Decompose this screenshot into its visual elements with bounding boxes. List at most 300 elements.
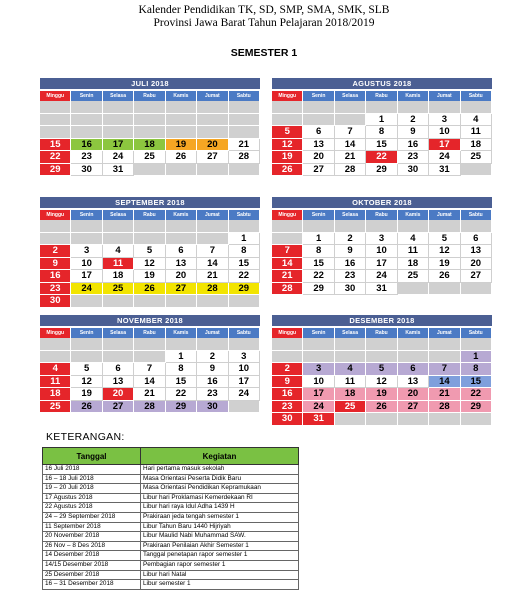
date-cell: 18 bbox=[398, 258, 429, 271]
day-name-senin: Senin bbox=[303, 210, 334, 220]
date-cell: 28 bbox=[134, 401, 165, 414]
date-cell: 29 bbox=[366, 164, 397, 177]
document-title-line1: Kalender Pendidikan TK, SD, SMP, SMA, SMK, SLB bbox=[138, 4, 390, 16]
date-cell: 26 bbox=[71, 401, 102, 414]
day-name-kamis: Kamis bbox=[398, 210, 429, 220]
date-cell: 13 bbox=[461, 245, 492, 258]
empty-date-cell bbox=[461, 101, 492, 114]
date-cell: 12 bbox=[429, 245, 460, 258]
empty-date-cell bbox=[335, 101, 366, 114]
empty-date-cell bbox=[272, 101, 303, 114]
date-cell: 27 bbox=[103, 401, 134, 414]
date-cell: 31 bbox=[303, 413, 334, 426]
empty-date-cell bbox=[40, 114, 71, 127]
empty-date-cell bbox=[461, 283, 492, 296]
date-cell: 6 bbox=[103, 363, 134, 376]
date-cell: 24 bbox=[366, 270, 397, 283]
empty-date-cell bbox=[103, 114, 134, 127]
empty-date-cell bbox=[272, 220, 303, 233]
empty-date-cell bbox=[398, 101, 429, 114]
date-cell: 16 bbox=[398, 139, 429, 152]
date-cell: 13 bbox=[103, 376, 134, 389]
empty-date-cell bbox=[103, 351, 134, 364]
empty-date-cell bbox=[103, 233, 134, 246]
date-cell: 12 bbox=[134, 258, 165, 271]
date-cell: 2 bbox=[40, 245, 71, 258]
date-cell: 28 bbox=[229, 151, 260, 164]
date-cell: 4 bbox=[335, 363, 366, 376]
date-cell: 11 bbox=[461, 126, 492, 139]
date-cell: 3 bbox=[71, 245, 102, 258]
date-cell: 15 bbox=[303, 258, 334, 271]
date-cell: 13 bbox=[303, 139, 334, 152]
day-name-minggu: Minggu bbox=[272, 210, 303, 220]
date-cell: 12 bbox=[71, 376, 102, 389]
date-cell: 1 bbox=[229, 233, 260, 246]
calendar-juli bbox=[40, 78, 260, 176]
date-cell: 2 bbox=[272, 363, 303, 376]
empty-date-cell bbox=[229, 338, 260, 351]
day-name-sabtu: Sabtu bbox=[229, 91, 260, 101]
empty-date-cell bbox=[398, 283, 429, 296]
date-cell: 14 bbox=[197, 258, 228, 271]
empty-date-cell bbox=[134, 220, 165, 233]
cell-kegiatan: Prakiraan Penilaian Akhir Semester 1 bbox=[141, 541, 299, 551]
date-cell: 27 bbox=[303, 164, 334, 177]
date-cell: 17 bbox=[229, 376, 260, 389]
date-cell: 5 bbox=[71, 363, 102, 376]
date-cell: 3 bbox=[229, 351, 260, 364]
date-cell: 9 bbox=[335, 245, 366, 258]
date-cell: 6 bbox=[303, 126, 334, 139]
day-name-sabtu: Sabtu bbox=[461, 91, 492, 101]
date-cell: 30 bbox=[71, 164, 102, 177]
empty-date-cell bbox=[197, 126, 228, 139]
cell-kegiatan: Libur semester 1 bbox=[141, 580, 299, 590]
date-cell: 24 bbox=[303, 401, 334, 414]
date-cell: 15 bbox=[366, 139, 397, 152]
date-cell: 18 bbox=[134, 139, 165, 152]
date-cell: 19 bbox=[71, 388, 102, 401]
day-name-minggu: Minggu bbox=[40, 210, 71, 220]
calendar-november bbox=[40, 315, 260, 413]
empty-date-cell bbox=[366, 351, 397, 364]
month-header: NOVEMBER 2018 bbox=[40, 315, 260, 326]
date-cell: 14 bbox=[335, 139, 366, 152]
cell-kegiatan: Tanggal penetapan rapor semester 1 bbox=[141, 551, 299, 561]
date-cell: 6 bbox=[461, 233, 492, 246]
day-name-selasa: Selasa bbox=[103, 91, 134, 101]
empty-date-cell bbox=[134, 114, 165, 127]
empty-date-cell bbox=[134, 233, 165, 246]
table-row bbox=[43, 493, 299, 503]
date-cell: 12 bbox=[366, 376, 397, 389]
column-header-tanggal: Tanggal bbox=[43, 448, 141, 465]
date-cell: 30 bbox=[335, 283, 366, 296]
empty-date-cell bbox=[303, 338, 334, 351]
date-cell: 19 bbox=[134, 270, 165, 283]
date-cell: 5 bbox=[134, 245, 165, 258]
date-cell: 23 bbox=[71, 151, 102, 164]
cell-kegiatan: Hari pertama masuk sekolah bbox=[141, 465, 299, 475]
date-cell: 25 bbox=[398, 270, 429, 283]
day-name-kamis: Kamis bbox=[166, 328, 197, 338]
date-cell: 7 bbox=[197, 245, 228, 258]
empty-date-cell bbox=[229, 401, 260, 414]
date-cell: 1 bbox=[366, 114, 397, 127]
day-name-minggu: Minggu bbox=[40, 328, 71, 338]
empty-date-cell bbox=[229, 220, 260, 233]
empty-date-cell bbox=[229, 164, 260, 177]
empty-date-cell bbox=[134, 164, 165, 177]
day-name-senin: Senin bbox=[71, 91, 102, 101]
empty-date-cell bbox=[229, 295, 260, 308]
table-header-row bbox=[43, 448, 299, 465]
date-cell: 25 bbox=[40, 401, 71, 414]
empty-date-cell bbox=[166, 101, 197, 114]
date-cell: 15 bbox=[461, 376, 492, 389]
date-cell: 16 bbox=[40, 270, 71, 283]
date-cell: 22 bbox=[461, 388, 492, 401]
day-name-selasa: Selasa bbox=[335, 328, 366, 338]
table-row bbox=[43, 503, 299, 513]
day-name-rabu: Rabu bbox=[134, 91, 165, 101]
date-cell: 16 bbox=[197, 376, 228, 389]
day-name-kamis: Kamis bbox=[166, 210, 197, 220]
empty-date-cell bbox=[166, 114, 197, 127]
table-row bbox=[43, 484, 299, 494]
date-cell: 5 bbox=[366, 363, 397, 376]
date-cell: 26 bbox=[366, 401, 397, 414]
empty-date-cell bbox=[134, 338, 165, 351]
date-grid bbox=[40, 220, 260, 308]
empty-date-cell bbox=[166, 295, 197, 308]
empty-date-cell bbox=[71, 233, 102, 246]
empty-date-cell bbox=[461, 413, 492, 426]
date-cell: 10 bbox=[229, 363, 260, 376]
day-name-senin: Senin bbox=[303, 328, 334, 338]
date-cell: 7 bbox=[335, 126, 366, 139]
date-cell: 7 bbox=[134, 363, 165, 376]
empty-date-cell bbox=[229, 126, 260, 139]
day-name-sabtu: Sabtu bbox=[229, 328, 260, 338]
empty-date-cell bbox=[197, 233, 228, 246]
date-grid bbox=[272, 338, 492, 426]
table-row bbox=[43, 465, 299, 475]
date-cell: 20 bbox=[103, 388, 134, 401]
table-row bbox=[43, 541, 299, 551]
date-cell: 25 bbox=[134, 151, 165, 164]
empty-date-cell bbox=[71, 114, 102, 127]
date-cell: 13 bbox=[166, 258, 197, 271]
cell-tanggal: 22 Agustus 2018 bbox=[43, 503, 141, 513]
date-cell: 26 bbox=[272, 164, 303, 177]
table-row bbox=[43, 532, 299, 542]
date-cell: 22 bbox=[229, 270, 260, 283]
date-cell: 20 bbox=[197, 139, 228, 152]
empty-date-cell bbox=[166, 220, 197, 233]
keterangan-heading: KETERANGAN: bbox=[46, 431, 125, 443]
empty-date-cell bbox=[71, 126, 102, 139]
keterangan-table bbox=[42, 447, 299, 590]
date-cell: 22 bbox=[303, 270, 334, 283]
date-grid bbox=[272, 101, 492, 176]
day-name-rabu: Rabu bbox=[366, 91, 397, 101]
month-header: AGUSTUS 2018 bbox=[272, 78, 492, 89]
date-cell: 15 bbox=[229, 258, 260, 271]
date-cell: 27 bbox=[398, 401, 429, 414]
date-cell: 8 bbox=[303, 245, 334, 258]
date-cell: 31 bbox=[429, 164, 460, 177]
date-cell: 5 bbox=[429, 233, 460, 246]
day-name-selasa: Selasa bbox=[335, 210, 366, 220]
date-cell: 21 bbox=[335, 151, 366, 164]
date-cell: 8 bbox=[366, 126, 397, 139]
date-cell: 8 bbox=[461, 363, 492, 376]
date-cell: 22 bbox=[166, 388, 197, 401]
date-cell: 24 bbox=[103, 151, 134, 164]
date-cell: 3 bbox=[429, 114, 460, 127]
day-name-rabu: Rabu bbox=[134, 328, 165, 338]
date-cell: 30 bbox=[197, 401, 228, 414]
empty-date-cell bbox=[197, 164, 228, 177]
empty-date-cell bbox=[40, 101, 71, 114]
day-name-rabu: Rabu bbox=[366, 328, 397, 338]
day-names-row bbox=[272, 328, 492, 338]
date-cell: 9 bbox=[272, 376, 303, 389]
day-name-minggu: Minggu bbox=[40, 91, 71, 101]
date-cell: 21 bbox=[429, 388, 460, 401]
calendar-agustus bbox=[272, 78, 492, 176]
date-cell: 19 bbox=[166, 139, 197, 152]
day-name-selasa: Selasa bbox=[103, 328, 134, 338]
date-cell: 20 bbox=[166, 270, 197, 283]
cell-tanggal: 20 November 2018 bbox=[43, 532, 141, 542]
date-cell: 17 bbox=[71, 270, 102, 283]
date-cell: 11 bbox=[103, 258, 134, 271]
calendar-oktober bbox=[272, 197, 492, 295]
cell-tanggal: 17 Agustus 2018 bbox=[43, 493, 141, 503]
date-cell: 4 bbox=[398, 233, 429, 246]
cell-tanggal: 25 Desember 2018 bbox=[43, 570, 141, 580]
date-cell: 29 bbox=[166, 401, 197, 414]
day-name-jumat: Jumat bbox=[429, 328, 460, 338]
calendar-desember bbox=[272, 315, 492, 426]
empty-date-cell bbox=[197, 101, 228, 114]
date-grid bbox=[272, 220, 492, 295]
date-cell: 26 bbox=[166, 151, 197, 164]
date-cell: 14 bbox=[429, 376, 460, 389]
day-name-selasa: Selasa bbox=[335, 91, 366, 101]
empty-date-cell bbox=[103, 295, 134, 308]
date-grid bbox=[40, 101, 260, 176]
empty-date-cell bbox=[398, 351, 429, 364]
date-cell: 27 bbox=[166, 283, 197, 296]
date-cell: 18 bbox=[461, 139, 492, 152]
cell-kegiatan: Masa Orientasi Peserta Didik Baru bbox=[141, 474, 299, 484]
document-title-line2: Provinsi Jawa Barat Tahun Pelajaran 2018/2019 bbox=[153, 17, 375, 29]
cell-tanggal: 14 Desember 2018 bbox=[43, 551, 141, 561]
empty-date-cell bbox=[461, 220, 492, 233]
empty-date-cell bbox=[134, 351, 165, 364]
date-cell: 8 bbox=[229, 245, 260, 258]
day-names-row bbox=[40, 328, 260, 338]
empty-date-cell bbox=[103, 338, 134, 351]
empty-date-cell bbox=[335, 114, 366, 127]
empty-date-cell bbox=[134, 295, 165, 308]
empty-date-cell bbox=[229, 114, 260, 127]
date-cell: 9 bbox=[40, 258, 71, 271]
date-cell: 21 bbox=[229, 139, 260, 152]
date-cell: 9 bbox=[398, 126, 429, 139]
cell-tanggal: 11 September 2018 bbox=[43, 522, 141, 532]
day-names-row bbox=[40, 210, 260, 220]
date-cell: 17 bbox=[303, 388, 334, 401]
date-cell: 25 bbox=[335, 401, 366, 414]
date-cell: 29 bbox=[303, 283, 334, 296]
empty-date-cell bbox=[103, 220, 134, 233]
date-cell: 2 bbox=[398, 114, 429, 127]
date-cell: 19 bbox=[272, 151, 303, 164]
month-header: OKTOBER 2018 bbox=[272, 197, 492, 208]
day-names-row bbox=[272, 210, 492, 220]
empty-date-cell bbox=[197, 220, 228, 233]
date-cell: 11 bbox=[335, 376, 366, 389]
day-name-sabtu: Sabtu bbox=[461, 210, 492, 220]
empty-date-cell bbox=[166, 338, 197, 351]
cell-kegiatan: Libur hari Natal bbox=[141, 570, 299, 580]
date-cell: 10 bbox=[71, 258, 102, 271]
date-cell: 24 bbox=[71, 283, 102, 296]
date-cell: 29 bbox=[40, 164, 71, 177]
empty-date-cell bbox=[429, 101, 460, 114]
empty-date-cell bbox=[398, 338, 429, 351]
empty-date-cell bbox=[335, 220, 366, 233]
date-cell: 23 bbox=[272, 401, 303, 414]
date-cell: 16 bbox=[272, 388, 303, 401]
empty-date-cell bbox=[134, 101, 165, 114]
table-row bbox=[43, 474, 299, 484]
date-cell: 28 bbox=[429, 401, 460, 414]
date-cell: 20 bbox=[461, 258, 492, 271]
cell-kegiatan: Prakiraan jeda tengah semester 1 bbox=[141, 512, 299, 522]
date-cell: 17 bbox=[366, 258, 397, 271]
month-header: DESEMBER 2018 bbox=[272, 315, 492, 326]
day-name-jumat: Jumat bbox=[197, 91, 228, 101]
empty-date-cell bbox=[71, 220, 102, 233]
empty-date-cell bbox=[303, 351, 334, 364]
day-name-sabtu: Sabtu bbox=[229, 210, 260, 220]
date-cell: 17 bbox=[103, 139, 134, 152]
date-cell: 23 bbox=[40, 283, 71, 296]
day-name-rabu: Rabu bbox=[134, 210, 165, 220]
empty-date-cell bbox=[197, 295, 228, 308]
empty-date-cell bbox=[366, 338, 397, 351]
date-cell: 25 bbox=[103, 283, 134, 296]
empty-date-cell bbox=[429, 351, 460, 364]
day-name-minggu: Minggu bbox=[272, 91, 303, 101]
cell-tanggal: 19 – 20 Juli 2018 bbox=[43, 484, 141, 494]
empty-date-cell bbox=[166, 164, 197, 177]
empty-date-cell bbox=[303, 101, 334, 114]
empty-date-cell bbox=[398, 220, 429, 233]
date-cell: 2 bbox=[197, 351, 228, 364]
day-name-rabu: Rabu bbox=[366, 210, 397, 220]
date-cell: 31 bbox=[366, 283, 397, 296]
date-cell: 7 bbox=[429, 363, 460, 376]
date-cell: 26 bbox=[134, 283, 165, 296]
date-cell: 6 bbox=[398, 363, 429, 376]
date-cell: 14 bbox=[272, 258, 303, 271]
empty-date-cell bbox=[303, 220, 334, 233]
month-header: JULI 2018 bbox=[40, 78, 260, 89]
date-cell: 21 bbox=[134, 388, 165, 401]
date-cell: 23 bbox=[335, 270, 366, 283]
date-cell: 19 bbox=[366, 388, 397, 401]
date-cell: 22 bbox=[366, 151, 397, 164]
day-name-senin: Senin bbox=[303, 91, 334, 101]
empty-date-cell bbox=[429, 220, 460, 233]
date-cell: 29 bbox=[229, 283, 260, 296]
empty-date-cell bbox=[366, 101, 397, 114]
empty-date-cell bbox=[366, 413, 397, 426]
empty-date-cell bbox=[335, 413, 366, 426]
day-name-minggu: Minggu bbox=[272, 328, 303, 338]
date-cell: 30 bbox=[272, 413, 303, 426]
empty-date-cell bbox=[40, 126, 71, 139]
empty-date-cell bbox=[335, 338, 366, 351]
day-name-jumat: Jumat bbox=[429, 91, 460, 101]
table-row bbox=[43, 580, 299, 590]
date-grid bbox=[40, 338, 260, 413]
empty-date-cell bbox=[272, 338, 303, 351]
date-cell: 18 bbox=[335, 388, 366, 401]
day-names-row bbox=[272, 91, 492, 101]
date-cell: 10 bbox=[303, 376, 334, 389]
date-cell: 21 bbox=[272, 270, 303, 283]
date-cell: 19 bbox=[429, 258, 460, 271]
date-cell: 14 bbox=[134, 376, 165, 389]
date-cell: 11 bbox=[40, 376, 71, 389]
cell-tanggal: 24 – 29 September 2018 bbox=[43, 512, 141, 522]
date-cell: 3 bbox=[303, 363, 334, 376]
calendar-september bbox=[40, 197, 260, 308]
date-cell: 12 bbox=[272, 139, 303, 152]
date-cell: 8 bbox=[166, 363, 197, 376]
date-cell: 2 bbox=[335, 233, 366, 246]
empty-date-cell bbox=[197, 338, 228, 351]
day-name-jumat: Jumat bbox=[197, 210, 228, 220]
semester-heading: SEMESTER 1 bbox=[230, 47, 298, 59]
empty-date-cell bbox=[303, 114, 334, 127]
date-cell: 22 bbox=[40, 151, 71, 164]
date-cell: 27 bbox=[197, 151, 228, 164]
day-name-selasa: Selasa bbox=[103, 210, 134, 220]
date-cell: 10 bbox=[366, 245, 397, 258]
cell-kegiatan: Libur Maulid Nabi Muhammad SAW. bbox=[141, 532, 299, 542]
day-name-jumat: Jumat bbox=[429, 210, 460, 220]
date-cell: 15 bbox=[166, 376, 197, 389]
date-cell: 15 bbox=[40, 139, 71, 152]
date-cell: 1 bbox=[461, 351, 492, 364]
table-row bbox=[43, 570, 299, 580]
day-name-kamis: Kamis bbox=[398, 328, 429, 338]
cell-tanggal: 14/15 Desember 2018 bbox=[43, 560, 141, 570]
empty-date-cell bbox=[166, 233, 197, 246]
table-row bbox=[43, 551, 299, 561]
date-cell: 5 bbox=[272, 126, 303, 139]
date-cell: 24 bbox=[429, 151, 460, 164]
